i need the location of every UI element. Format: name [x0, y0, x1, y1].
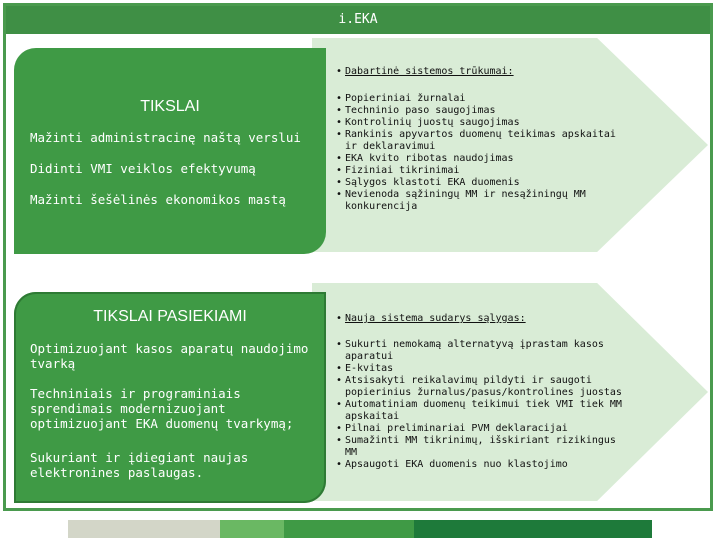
list-item: • Nevienoda sąžiningų MM ir nesąžiningų MM konkurencija: [336, 189, 626, 213]
achievement-item: Techniniais ir programiniais sprendimais modernizuojant optimizuojant EKA duomenų tvarkymą;: [30, 386, 294, 431]
goal-item: Mažinti administracinę naštą verslui: [30, 130, 301, 145]
shortcomings-heading: • Dabartinė sistemos trūkumai:: [336, 66, 514, 77]
goals-box: [14, 48, 326, 254]
goals-heading: TIKSLAI: [140, 98, 200, 115]
list-item: • Sumažinti MM tikrinimų, išskiriant rizikingus MM: [336, 435, 626, 459]
goal-item: Didinti VMI veiklos efektyvumą: [30, 161, 256, 176]
footer-bar-segment: [414, 520, 652, 538]
list-item: • Atsisakyti reikalavimų pildyti ir saugoti popierinius žurnalus/pasus/kontrolines juostas: [336, 375, 626, 399]
footer-bar-segment: [220, 520, 284, 538]
list-item: • Sukurti nemokamą alternatyvą įprastam kasos aparatui: [336, 339, 626, 363]
list-item: • EKA kvito ribotas naudojimas: [336, 153, 626, 165]
footer-bar-segment: [68, 520, 220, 538]
bullet-icon: •: [336, 66, 343, 77]
shortcomings-list: [336, 93, 626, 213]
list-item: • Kontrolinių juostų saugojimas: [336, 117, 626, 129]
list-item: • Rankinis apyvartos duomenų teikimas apskaitai ir deklaravimui: [336, 129, 626, 153]
list-item: • Apsaugoti EKA duomenis nuo klastojimo: [336, 459, 626, 471]
list-item: • E-kvitas: [336, 363, 626, 375]
achievement-item: Sukuriant ir įdiegiant naujas elektronines paslaugas.: [30, 450, 249, 480]
slide-title: i.EKA: [6, 6, 710, 34]
bullet-icon: •: [336, 313, 343, 324]
list-item: • Popieriniai žurnalai: [336, 93, 626, 105]
achievement-item: Optimizuojant kasos aparatų naudojimo tvarką: [30, 341, 309, 371]
list-item: • Fiziniai tikrinimai: [336, 165, 626, 177]
list-item: • Pilnai preliminariai PVM deklaracijai: [336, 423, 626, 435]
goal-item: Mažinti šešėlinės ekonomikos mastą: [30, 192, 286, 207]
list-item: • Automatiniam duomenų teikimui tiek VMI tiek MM apskaitai: [336, 399, 626, 423]
list-item: • Techninio paso saugojimas: [336, 105, 626, 117]
list-item: • Sąlygos klastoti EKA duomenis: [336, 177, 626, 189]
achievements-box: [14, 292, 326, 503]
achievements-heading: TIKSLAI PASIEKIAMI: [93, 308, 247, 325]
new-system-list: [336, 339, 626, 471]
footer-bar-segment: [284, 520, 414, 538]
new-system-heading: • Nauja sistema sudarys sąlygas:: [336, 313, 526, 324]
